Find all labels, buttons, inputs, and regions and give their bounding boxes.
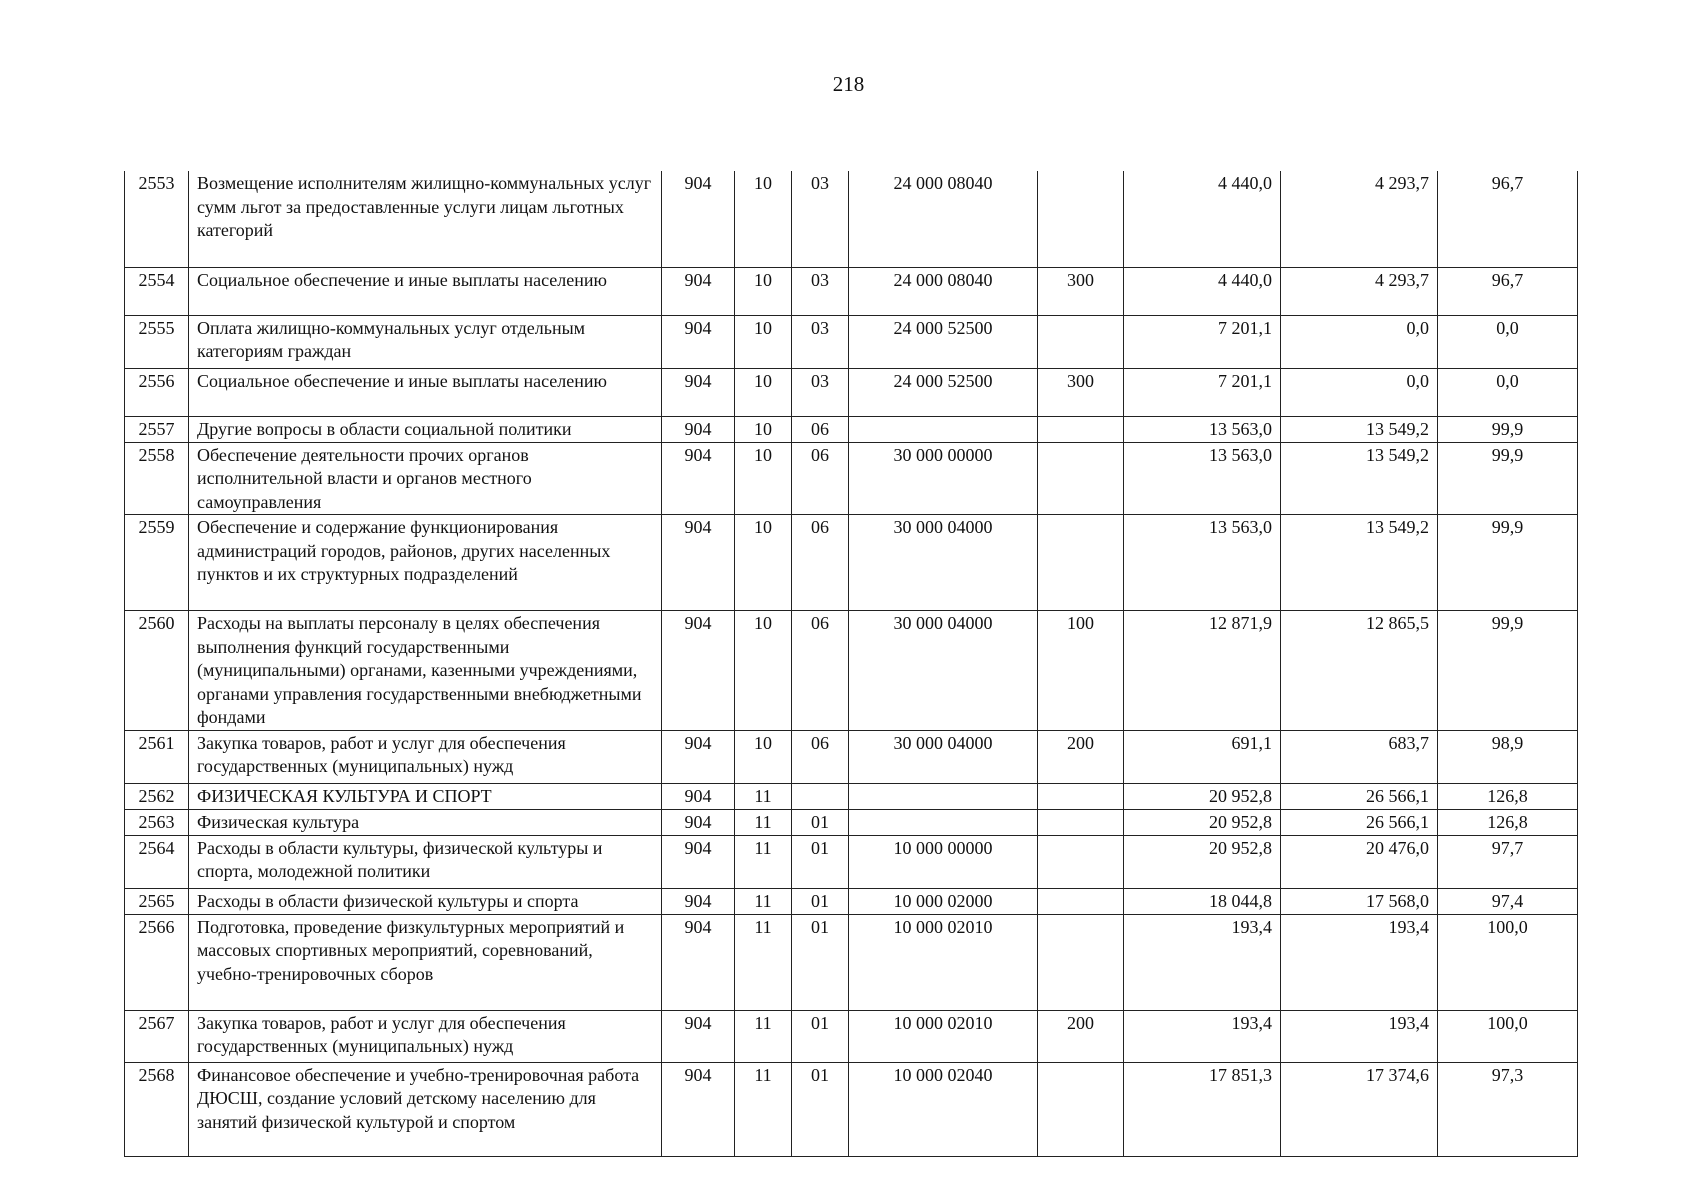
target-item-code-cell [849,783,1038,809]
subsection-code-cell: 01 [792,1062,849,1156]
row-name-cell: Социальное обеспечение и иные выплаты населению [189,267,662,315]
table-row [125,267,1578,315]
plan-amount-cell: 13 563,0 [1124,515,1281,611]
row-name-cell: Финансовое обеспечение и учебно-тренировочная работа ДЮСШ, создание условий детскому населению для занятий физической культурой и спортом [189,1062,662,1156]
fact-amount-cell: 0,0 [1281,368,1438,416]
row-number-cell: 2562 [125,783,189,809]
expense-type-code-cell [1038,1062,1124,1156]
expense-type-code-cell: 300 [1038,368,1124,416]
department-code-cell: 904 [662,1010,735,1062]
row-name-cell: Расходы на выплаты персоналу в целях обеспечения выполнения функций государственными (муниципальными) органами, казенными учреждениями, органами управления государственными внебюджетными фондами [189,611,662,731]
row-name-cell: Расходы в области культуры, физической культуры и спорта, молодежной политики [189,835,662,888]
plan-amount-cell: 20 952,8 [1124,809,1281,835]
subsection-code-cell: 06 [792,416,849,442]
section-code-cell: 11 [735,809,792,835]
plan-amount-cell: 20 952,8 [1124,783,1281,809]
subsection-code-cell: 06 [792,442,849,515]
row-name-cell: Обеспечение и содержание функционирования администраций городов, районов, других населенных пунктов и их структурных подразделений [189,515,662,611]
section-code-cell: 10 [735,515,792,611]
subsection-code-cell: 01 [792,809,849,835]
row-number-cell: 2564 [125,835,189,888]
percent-cell: 99,9 [1438,611,1578,731]
target-item-code-cell [849,416,1038,442]
department-code-cell: 904 [662,442,735,515]
budget-table [124,171,1578,1157]
row-number-cell: 2554 [125,267,189,315]
expense-type-code-cell [1038,515,1124,611]
section-code-cell: 10 [735,315,792,368]
plan-amount-cell: 4 440,0 [1124,171,1281,267]
department-code-cell: 904 [662,730,735,783]
percent-cell: 100,0 [1438,1010,1578,1062]
expense-type-code-cell: 100 [1038,611,1124,731]
row-number-cell: 2553 [125,171,189,267]
section-code-cell: 10 [735,730,792,783]
department-code-cell: 904 [662,515,735,611]
percent-cell: 99,9 [1438,515,1578,611]
fact-amount-cell: 17 374,6 [1281,1062,1438,1156]
department-code-cell: 904 [662,914,735,1010]
department-code-cell: 904 [662,835,735,888]
row-name-cell: Закупка товаров, работ и услуг для обеспечения государственных (муниципальных) нужд [189,1010,662,1062]
subsection-code-cell: 03 [792,267,849,315]
department-code-cell: 904 [662,171,735,267]
target-item-code-cell: 10 000 02040 [849,1062,1038,1156]
expense-type-code-cell [1038,442,1124,515]
row-number-cell: 2557 [125,416,189,442]
target-item-code-cell: 10 000 02010 [849,914,1038,1010]
subsection-code-cell: 06 [792,515,849,611]
percent-cell: 97,7 [1438,835,1578,888]
fact-amount-cell: 4 293,7 [1281,171,1438,267]
expense-type-code-cell [1038,835,1124,888]
row-number-cell: 2558 [125,442,189,515]
table-row [125,730,1578,783]
row-name-cell: Подготовка, проведение физкультурных мероприятий и массовых спортивных мероприятий, соревнований, учебно-тренировочных сборов [189,914,662,1010]
target-item-code-cell: 30 000 00000 [849,442,1038,515]
subsection-code-cell: 03 [792,171,849,267]
section-code-cell: 11 [735,835,792,888]
department-code-cell: 904 [662,783,735,809]
plan-amount-cell: 13 563,0 [1124,442,1281,515]
expense-type-code-cell: 200 [1038,730,1124,783]
percent-cell: 0,0 [1438,315,1578,368]
expense-type-code-cell [1038,783,1124,809]
section-code-cell: 10 [735,442,792,515]
section-code-cell: 10 [735,267,792,315]
target-item-code-cell: 24 000 08040 [849,267,1038,315]
subsection-code-cell: 03 [792,315,849,368]
fact-amount-cell: 13 549,2 [1281,515,1438,611]
percent-cell: 99,9 [1438,416,1578,442]
department-code-cell: 904 [662,809,735,835]
subsection-code-cell: 01 [792,835,849,888]
row-name-cell: Закупка товаров, работ и услуг для обеспечения государственных (муниципальных) нужд [189,730,662,783]
department-code-cell: 904 [662,267,735,315]
table-row [125,611,1578,731]
department-code-cell: 904 [662,368,735,416]
row-name-cell: Физическая культура [189,809,662,835]
target-item-code-cell: 10 000 02000 [849,888,1038,914]
section-code-cell: 11 [735,914,792,1010]
subsection-code-cell: 01 [792,888,849,914]
plan-amount-cell: 13 563,0 [1124,416,1281,442]
target-item-code-cell: 30 000 04000 [849,611,1038,731]
table-row [125,809,1578,835]
row-number-cell: 2566 [125,914,189,1010]
budget-table-body [125,171,1578,1156]
table-row [125,416,1578,442]
fact-amount-cell: 26 566,1 [1281,809,1438,835]
row-name-cell: ФИЗИЧЕСКАЯ КУЛЬТУРА И СПОРТ [189,783,662,809]
expense-type-code-cell: 300 [1038,267,1124,315]
table-row [125,442,1578,515]
section-code-cell: 10 [735,368,792,416]
percent-cell: 96,7 [1438,267,1578,315]
percent-cell: 96,7 [1438,171,1578,267]
row-number-cell: 2567 [125,1010,189,1062]
percent-cell: 0,0 [1438,368,1578,416]
subsection-code-cell: 01 [792,914,849,1010]
row-number-cell: 2556 [125,368,189,416]
section-code-cell: 11 [735,783,792,809]
fact-amount-cell: 13 549,2 [1281,442,1438,515]
row-name-cell: Расходы в области физической культуры и спорта [189,888,662,914]
fact-amount-cell: 26 566,1 [1281,783,1438,809]
plan-amount-cell: 7 201,1 [1124,315,1281,368]
target-item-code-cell: 30 000 04000 [849,515,1038,611]
plan-amount-cell: 4 440,0 [1124,267,1281,315]
page-number: 218 [832,72,865,96]
row-name-cell: Социальное обеспечение и иные выплаты населению [189,368,662,416]
row-name-cell: Оплата жилищно-коммунальных услуг отдельным категориям граждан [189,315,662,368]
table-row [125,783,1578,809]
section-code-cell: 10 [735,611,792,731]
section-code-cell: 11 [735,888,792,914]
table-row [125,888,1578,914]
section-code-cell: 11 [735,1010,792,1062]
fact-amount-cell: 20 476,0 [1281,835,1438,888]
plan-amount-cell: 193,4 [1124,1010,1281,1062]
department-code-cell: 904 [662,611,735,731]
fact-amount-cell: 0,0 [1281,315,1438,368]
expense-type-code-cell: 200 [1038,1010,1124,1062]
fact-amount-cell: 683,7 [1281,730,1438,783]
percent-cell: 97,4 [1438,888,1578,914]
row-number-cell: 2555 [125,315,189,368]
fact-amount-cell: 17 568,0 [1281,888,1438,914]
row-number-cell: 2559 [125,515,189,611]
row-number-cell: 2560 [125,611,189,731]
table-row [125,368,1578,416]
section-code-cell: 10 [735,171,792,267]
expense-type-code-cell [1038,315,1124,368]
subsection-code-cell [792,783,849,809]
percent-cell: 99,9 [1438,442,1578,515]
target-item-code-cell: 30 000 04000 [849,730,1038,783]
fact-amount-cell: 193,4 [1281,1010,1438,1062]
section-code-cell: 11 [735,1062,792,1156]
percent-cell: 126,8 [1438,809,1578,835]
expense-type-code-cell [1038,416,1124,442]
target-item-code-cell: 24 000 52500 [849,368,1038,416]
plan-amount-cell: 193,4 [1124,914,1281,1010]
table-row [125,914,1578,1010]
plan-amount-cell: 20 952,8 [1124,835,1281,888]
plan-amount-cell: 12 871,9 [1124,611,1281,731]
row-number-cell: 2563 [125,809,189,835]
row-number-cell: 2561 [125,730,189,783]
section-code-cell: 10 [735,416,792,442]
subsection-code-cell: 06 [792,611,849,731]
plan-amount-cell: 18 044,8 [1124,888,1281,914]
subsection-code-cell: 01 [792,1010,849,1062]
department-code-cell: 904 [662,1062,735,1156]
subsection-code-cell: 06 [792,730,849,783]
percent-cell: 126,8 [1438,783,1578,809]
percent-cell: 100,0 [1438,914,1578,1010]
plan-amount-cell: 17 851,3 [1124,1062,1281,1156]
table-row [125,1062,1578,1156]
row-name-cell: Возмещение исполнителям жилищно-коммунальных услуг сумм льгот за предоставленные услуги лицам льготных категорий [189,171,662,267]
table-row [125,171,1578,267]
row-name-cell: Обеспечение деятельности прочих органов исполнительной власти и органов местного самоуправления [189,442,662,515]
expense-type-code-cell [1038,171,1124,267]
expense-type-code-cell [1038,888,1124,914]
target-item-code-cell [849,809,1038,835]
target-item-code-cell: 24 000 52500 [849,315,1038,368]
expense-type-code-cell [1038,809,1124,835]
fact-amount-cell: 4 293,7 [1281,267,1438,315]
expense-type-code-cell [1038,914,1124,1010]
row-number-cell: 2568 [125,1062,189,1156]
fact-amount-cell: 193,4 [1281,914,1438,1010]
table-row [125,835,1578,888]
department-code-cell: 904 [662,315,735,368]
table-row [125,1010,1578,1062]
subsection-code-cell: 03 [792,368,849,416]
department-code-cell: 904 [662,888,735,914]
fact-amount-cell: 12 865,5 [1281,611,1438,731]
table-row [125,515,1578,611]
target-item-code-cell: 10 000 02010 [849,1010,1038,1062]
percent-cell: 98,9 [1438,730,1578,783]
fact-amount-cell: 13 549,2 [1281,416,1438,442]
plan-amount-cell: 691,1 [1124,730,1281,783]
table-row [125,315,1578,368]
plan-amount-cell: 7 201,1 [1124,368,1281,416]
target-item-code-cell: 24 000 08040 [849,171,1038,267]
percent-cell: 97,3 [1438,1062,1578,1156]
row-number-cell: 2565 [125,888,189,914]
department-code-cell: 904 [662,416,735,442]
row-name-cell: Другие вопросы в области социальной политики [189,416,662,442]
target-item-code-cell: 10 000 00000 [849,835,1038,888]
